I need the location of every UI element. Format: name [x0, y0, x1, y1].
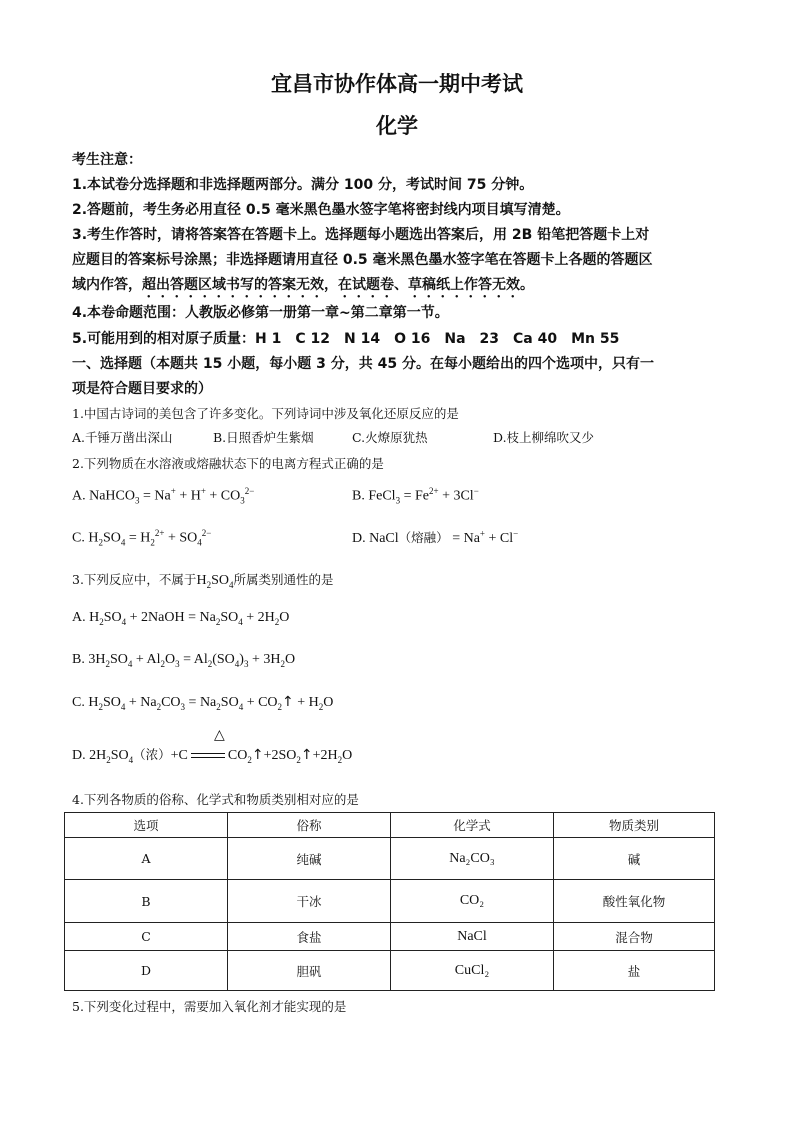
table-row — [65, 951, 715, 991]
cell: NaCl — [391, 923, 554, 951]
heat-symbol: △ — [214, 727, 225, 743]
section-heading-line2: 项是符合题目要求的） — [72, 381, 212, 397]
cell: C — [65, 923, 228, 951]
q3-option-c: C. $H_2SO_4 + Na_2CO_3 = Na_2SO_4$ + $CO_2↑ + H_2O$ — [72, 694, 334, 712]
subject-title: 化学 — [376, 114, 418, 138]
cell: D — [65, 951, 228, 991]
cell: CuCl₂ — [391, 951, 554, 991]
q5-stem: 5.下列变化过程中，需要加入氧化剂才能实现的是 — [72, 999, 347, 1014]
note-5: 5.可能用到的相对原子质量：H 1 C 12 N 14 O 16 Na 23 Ca 40 Mn 55 — [72, 331, 620, 347]
section-heading-line1: 一、选择题（本题共 15 小题，每小题 3 分，共 45 分。在每小题给出的四个选项中，只有一 — [72, 356, 654, 372]
table-row — [65, 923, 715, 951]
q1-option-b: B.日照香炉生紫烟 — [213, 430, 314, 445]
q3-option-b: B. $3H_2SO_4 + Al_2O_3 = Al_2(SO_4)_3 + 3H_2O$ — [72, 652, 296, 669]
q3-option-a: A. $H_2SO_4$ + 2NaOH = $Na_2SO_4 + 2H_2O$ — [72, 610, 290, 627]
q3-stem: 3.下列反应中，不属于$H_2SO_4$所属类别通性的是 — [72, 572, 334, 590]
note-1: 1.本试卷分选择题和非选择题两部分。满分 100 分，考试时间 75 分钟。 — [72, 177, 534, 193]
note-3b: 应题目的答案标号涂黑；非选择题请用直径 0.5 毫米黑色墨水签字笔在答题卡上各题的答题区 — [72, 252, 653, 268]
q1-option-a: A.千锤万凿出深山 — [72, 430, 173, 445]
dotted-emphasis-2: 在试题卷、草稿纸上作答无效 — [338, 277, 520, 293]
notes-heading: 考生注意： — [72, 152, 142, 168]
cell: A — [65, 838, 228, 880]
q2-stem: 2.下列物质在水溶液或熔融状态下的电离方程式正确的是 — [72, 456, 384, 471]
cell: B — [65, 880, 228, 923]
cell: 纯碱 — [228, 838, 391, 880]
table-header-row — [65, 813, 715, 838]
dotted-emphasis-1: 超出答题区域书写的答案无效 — [142, 277, 324, 293]
q2-option-a: A. NaHCO$_3$ = $Na^+ + H^+ + CO_3^{2-}$ — [72, 486, 255, 506]
header-formula: 化学式 — [391, 813, 554, 838]
cell: 食盐 — [228, 923, 391, 951]
table-row — [65, 880, 715, 923]
q1-option-d: D.枝上柳绵吹又少 — [493, 430, 595, 445]
q4-stem: 4.下列各物质的俗称、化学式和物质类别相对应的是 — [72, 792, 359, 807]
note-2: 2.答题前，考生务必用直径 0.5 毫米黑色墨水签字笔将密封线内项目填写清楚。 — [72, 202, 570, 218]
exam-title: 宜昌市协作体高一期中考试 — [271, 72, 523, 96]
cell: CO₂ — [391, 880, 554, 923]
cell: Na₂CO₃ — [391, 838, 554, 880]
cell: 干冰 — [228, 880, 391, 923]
cell: 盐 — [554, 951, 715, 991]
table-row — [65, 838, 715, 880]
note-4: 4.本卷命题范围：人教版必修第一册第一章~第二章第一节。 — [72, 305, 449, 321]
header-common-name: 俗称 — [228, 813, 391, 838]
q2-option-c: C. $H_2SO_4 = H_2^{2+} + SO_4^{2-}$ — [72, 528, 212, 548]
cell: 胆矾 — [228, 951, 391, 991]
header-category: 物质类别 — [554, 813, 715, 838]
cell: 碱 — [554, 838, 715, 880]
q1-stem: 1.中国古诗词的美包含了许多变化。下列诗词中涉及氧化还原反应的是 — [72, 406, 459, 421]
note-3a: 3.考生作答时，请将答案答在答题卡上。选择题每小题选出答案后，用 2B 铅笔把答题卡上对 — [72, 227, 650, 243]
q1-option-c: C.火燎原犹热 — [352, 430, 428, 445]
q3-option-d: D. $2H_2SO_4$（浓）+C $CO_2↑+2SO_2↑+2H_2O$ — [72, 747, 353, 765]
cell: 酸性氧化物 — [554, 880, 715, 923]
header-option: 选项 — [65, 813, 228, 838]
note-3c: 域内作答，超出答题区域书写的答案无效，在试题卷、草稿纸上作答无效。 — [72, 277, 534, 293]
cell: 混合物 — [554, 923, 715, 951]
reaction-equals-bar — [191, 753, 225, 758]
q2-option-d: D. NaCl（熔融） = Na+ + Cl− — [352, 528, 519, 546]
q2-option-b: B. FeCl$_3$ = $Fe^{2+} + 3Cl^-$ — [352, 486, 479, 506]
q4-table — [64, 812, 715, 991]
